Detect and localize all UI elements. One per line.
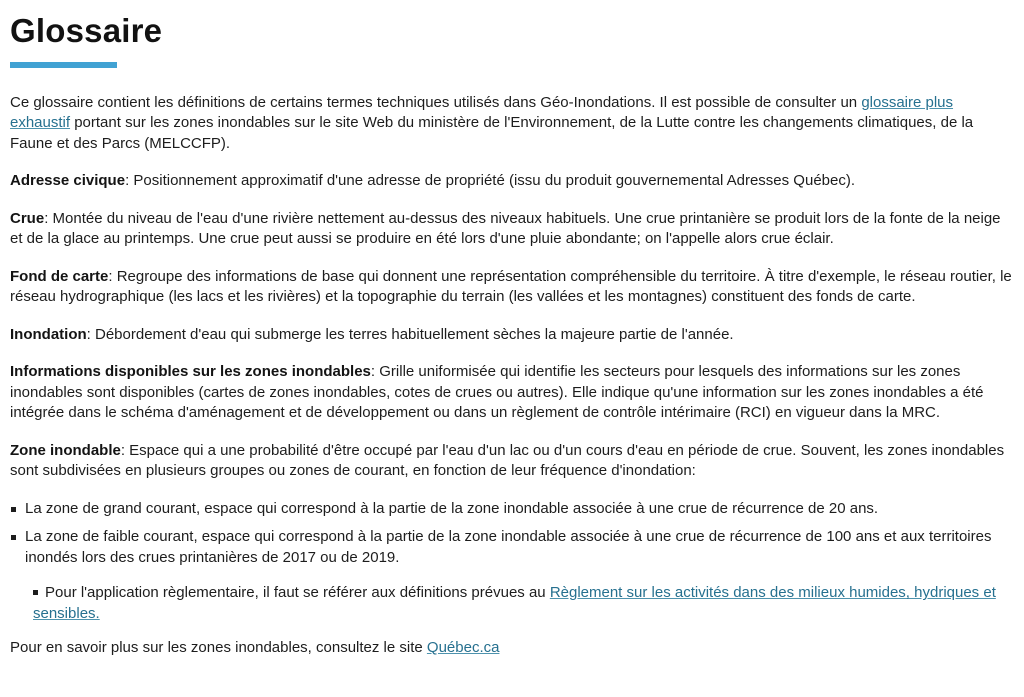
quebec-ca-link[interactable]: Québec.ca — [426, 639, 500, 657]
list-item-text: La zone de grand courant, espace qui correspond à la partie de la zone inondable associée à une crue de récurrence de 20 ans. — [25, 499, 879, 517]
definition-inondation — [10, 325, 1014, 346]
list-item-grand-courant — [11, 499, 1014, 520]
definition-zone-inondable — [10, 441, 1014, 482]
definition-adresse-civique — [10, 171, 1014, 192]
reglement-milieux-humides-link[interactable]: Règlement sur les activités dans des milieux humides, hydriques et sensibles. — [33, 584, 996, 622]
list-item-faible-courant — [11, 527, 1014, 568]
definition-term: Zone inondable — [10, 441, 121, 459]
definition-text: : Débordement d'eau qui submerge les terres habituellement sèches la majeure partie de l'année. — [86, 325, 734, 343]
definition-informations-disponibles — [10, 362, 1014, 424]
intro-text-post: portant sur les zones inondables sur le site Web du ministère de l'Environnement, de la Lutte contre les changements climatiques, de la Faune et des Parcs (MELCCFP). — [10, 114, 974, 152]
zone-courant-list — [10, 499, 1014, 569]
intro-text-pre: Ce glossaire contient les définitions de certains termes techniques utilisés dans Géo-Inondations. Il est possible de consulter un — [10, 93, 862, 111]
regulation-sub-list — [10, 583, 1014, 624]
sub-item-text: Pour l'application règlementaire, il faut se référer aux définitions prévues au — [45, 584, 550, 602]
glossary-exhaustif-link[interactable]: glossaire plus exhaustif — [10, 93, 954, 132]
list-item-text: La zone de faible courant, espace qui correspond à la partie de la zone inondable associée à une crue de récurrence de 100 ans et aux territoires inondés lors des crues printanières de 2017 ou de 2019. — [25, 528, 992, 566]
page-title: Glossaire — [10, 12, 163, 49]
title-accent-bar — [10, 62, 117, 68]
definition-text: : Grille uniformisée qui identifie les secteurs pour lesquels des informations sur les zones inondables sont disponibles (cartes de zones inondables, cotes de crues ou autres). Elle indique qu'une information sur les zones inondables a été intégrée dans le schéma d'aménagement et de développement ou dans un règlement de contrôle intérimaire (RCI) en vigueur dans la MRC. — [10, 363, 984, 422]
definition-crue — [10, 209, 1014, 250]
definition-text: : Regroupe des informations de base qui donnent une représentation compréhensible du territoire. À titre d'exemple, le réseau routier, le réseau hydrographique (les lacs et les rivières) et la topographie du terrain (les vallées et les montagnes) constituent des fonds de carte. — [10, 267, 1012, 306]
intro-paragraph — [10, 93, 1014, 155]
bullet-square-icon — [33, 590, 38, 595]
definition-text: : Montée du niveau de l'eau d'une rivière nettement au-dessus des niveaux habituels. Une crue printanière se produit lors de la fonte de la neige et de la glace au printemps. Une crue peut aussi se produire en été lors d'une pluie abondante; on l'appelle alors crue éclair. — [10, 209, 1001, 248]
bullet-square-icon — [11, 535, 16, 540]
bullet-square-icon — [11, 507, 16, 512]
definition-term: Informations disponibles sur les zones inondables — [10, 363, 371, 381]
definition-term: Fond de carte — [10, 267, 109, 285]
footer-paragraph — [10, 638, 1014, 659]
footer-text: Pour en savoir plus sur les zones inondables, consultez le site — [10, 639, 427, 657]
definition-fond-de-carte — [10, 267, 1014, 308]
definition-term: Crue — [10, 209, 45, 227]
list-item-application-reglementaire — [33, 583, 1014, 624]
definition-term: Inondation — [10, 325, 87, 343]
definition-text: : Positionnement approximatif d'une adresse de propriété (issu du produit gouvernemental Adresses Québec). — [125, 172, 856, 190]
definition-text: : Espace qui a une probabilité d'être occupé par l'eau d'un lac ou d'un cours d'eau en période de crue. Souvent, les zones inondables sont subdivisées en plusieurs groupes ou zones de courant, en fonction de leur fréquence d'inondation: — [10, 441, 1005, 480]
definition-term: Adresse civique — [10, 172, 126, 190]
